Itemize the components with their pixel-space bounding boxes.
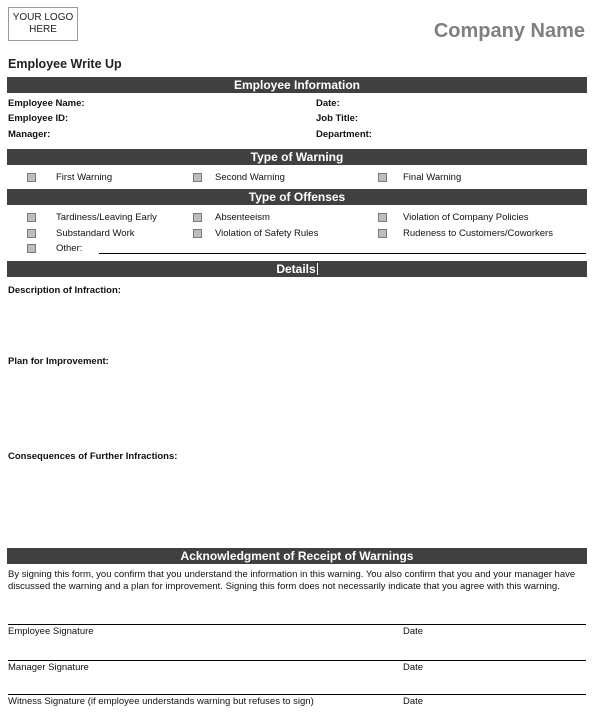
job-title-label: Job Title: — [316, 113, 359, 124]
tardiness-label: Tardiness/Leaving Early — [56, 212, 157, 223]
section-type-of-offenses: Type of Offenses — [7, 189, 587, 205]
section-employee-information: Employee Information — [7, 77, 587, 93]
witness-date-label: Date — [403, 696, 424, 707]
date-label: Date: — [316, 98, 340, 109]
logo-text-line2: HERE — [29, 24, 57, 35]
first-warning-label: First Warning — [56, 172, 113, 183]
witness-signature-label: Witness Signature (if employee understands warning but refuses to sign) — [8, 696, 314, 707]
company-name: Company Name — [433, 20, 585, 42]
manager-signature-line[interactable] — [8, 660, 586, 661]
absenteeism-checkbox[interactable] — [193, 213, 202, 222]
employee-name-label: Employee Name: — [8, 98, 85, 109]
policy-violation-checkbox[interactable] — [378, 213, 387, 222]
substandard-work-checkbox[interactable] — [27, 229, 36, 238]
section-type-of-warning: Type of Warning — [7, 149, 587, 165]
department-label: Department: — [316, 129, 372, 140]
details-heading-text: Details — [276, 262, 316, 276]
policy-violation-label: Violation of Company Policies — [403, 212, 529, 223]
other-offense-label: Other: — [56, 243, 83, 254]
absenteeism-label: Absenteeism — [215, 212, 270, 223]
form-title: Employee Write Up — [8, 57, 122, 71]
second-warning-label: Second Warning — [215, 172, 285, 183]
manager-date-label: Date — [403, 662, 424, 673]
plan-for-improvement-label: Plan for Improvement: — [8, 356, 109, 367]
final-warning-checkbox[interactable] — [378, 173, 387, 182]
rudeness-label: Rudeness to Customers/Coworkers — [403, 228, 553, 239]
final-warning-label: Final Warning — [403, 172, 462, 183]
consequences-label: Consequences of Further Infractions: — [8, 451, 178, 462]
safety-violation-checkbox[interactable] — [193, 229, 202, 238]
witness-signature-line[interactable] — [8, 694, 586, 695]
substandard-work-label: Substandard Work — [56, 228, 135, 239]
description-of-infraction-label: Description of Infraction: — [8, 285, 121, 296]
second-warning-checkbox[interactable] — [193, 173, 202, 182]
other-offense-checkbox[interactable] — [27, 244, 36, 253]
logo-placeholder — [8, 7, 78, 41]
manager-label: Manager: — [8, 129, 51, 140]
first-warning-checkbox[interactable] — [27, 173, 36, 182]
employee-signature-line[interactable] — [8, 624, 586, 625]
acknowledgment-text: By signing this form, you confirm that you understand the information in this warning. You also confirm that you and your manager have discussed the warning and a plan for improvement. Signing this form does not necessarily indicate that you agree with this warning. — [8, 569, 576, 592]
employee-signature-label: Employee Signature — [8, 626, 94, 637]
employee-date-label: Date — [403, 626, 424, 637]
rudeness-checkbox[interactable] — [378, 229, 387, 238]
safety-violation-label: Violation of Safety Rules — [215, 228, 319, 239]
manager-signature-label: Manager Signature — [8, 662, 89, 673]
section-acknowledgment: Acknowledgment of Receipt of Warnings — [7, 548, 587, 564]
text-cursor — [317, 263, 318, 275]
section-details — [7, 261, 587, 277]
tardiness-checkbox[interactable] — [27, 213, 36, 222]
other-offense-input-line[interactable] — [99, 253, 586, 254]
employee-id-label: Employee ID: — [8, 113, 69, 124]
logo-text-line1: YOUR LOGO — [12, 12, 74, 23]
